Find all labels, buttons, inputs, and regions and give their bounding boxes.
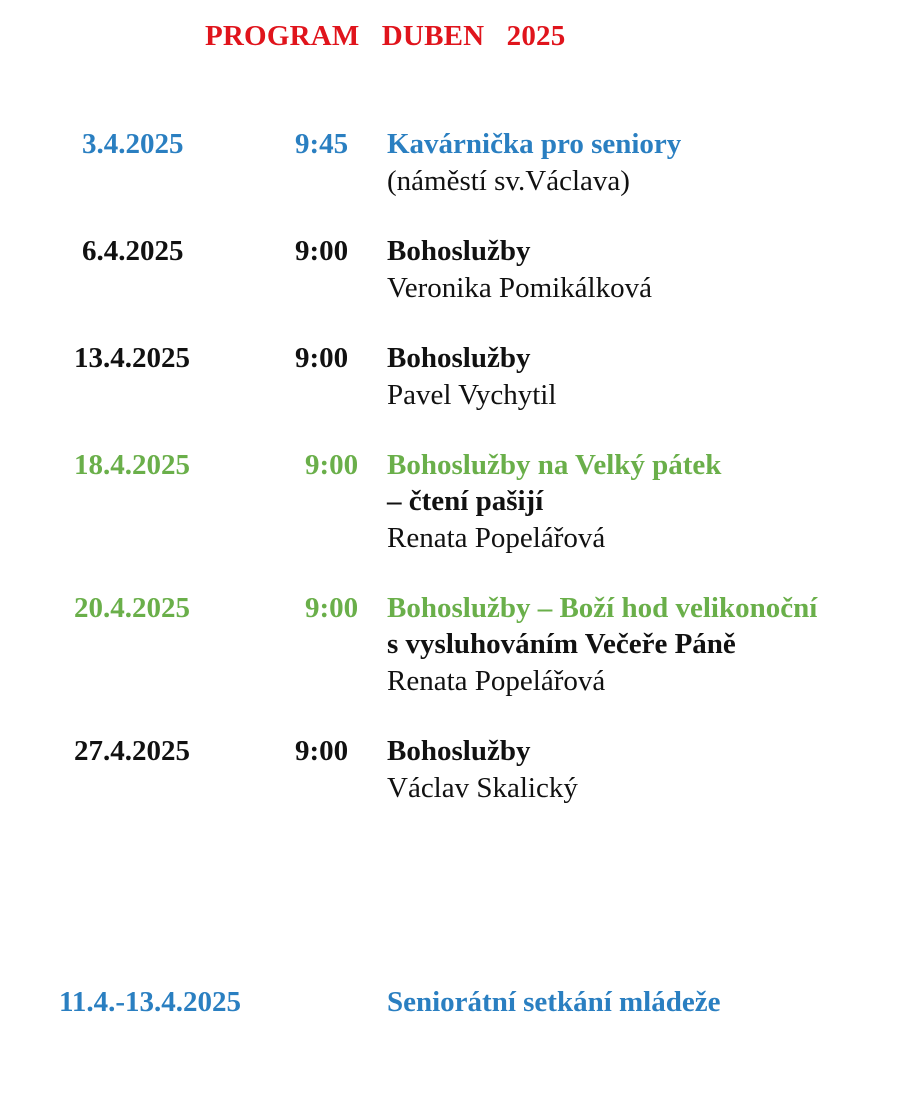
- page-title: PROGRAM DUBEN 2025: [205, 20, 566, 52]
- event-time: 9:00: [295, 342, 349, 374]
- event-time: 9:00: [295, 235, 349, 267]
- event-detail: Václav Skalický: [387, 772, 578, 804]
- event-title: Bohoslužby na Velký pátek: [387, 449, 722, 481]
- event-time: 9:45: [295, 128, 349, 160]
- event-date: 18.4.2025: [74, 449, 190, 481]
- event-title: Bohoslužby: [387, 235, 531, 267]
- event-detail: Pavel Vychytil: [387, 379, 557, 411]
- event-date: 3.4.2025: [82, 128, 184, 160]
- event-date: 13.4.2025: [74, 342, 190, 374]
- event-subtitle: s vysluhováním Večeře Páně: [387, 628, 736, 660]
- event-title: Bohoslužby – Boží hod velikonoční: [387, 592, 818, 624]
- event-detail: Veronika Pomikálková: [387, 272, 652, 304]
- event-time: 9:00: [305, 449, 359, 481]
- event-time: 9:00: [295, 735, 349, 767]
- event-subtitle: – čtení pašijí: [387, 485, 544, 517]
- event-date: 6.4.2025: [82, 235, 184, 267]
- event-detail: Renata Popelářová: [387, 665, 606, 697]
- event-title: Bohoslužby: [387, 735, 531, 767]
- event-time: 9:00: [305, 592, 359, 624]
- event-detail: Renata Popelářová: [387, 522, 606, 554]
- event-title: Kavárnička pro seniory: [387, 128, 682, 160]
- event-detail: (náměstí sv.Václava): [387, 165, 630, 197]
- event-date: 20.4.2025: [74, 592, 190, 624]
- event-title: Bohoslužby: [387, 342, 531, 374]
- extra-event-date: 11.4.-13.4.2025: [59, 986, 242, 1018]
- extra-event-title: Seniorátní setkání mládeže: [387, 986, 721, 1018]
- event-date: 27.4.2025: [74, 735, 190, 767]
